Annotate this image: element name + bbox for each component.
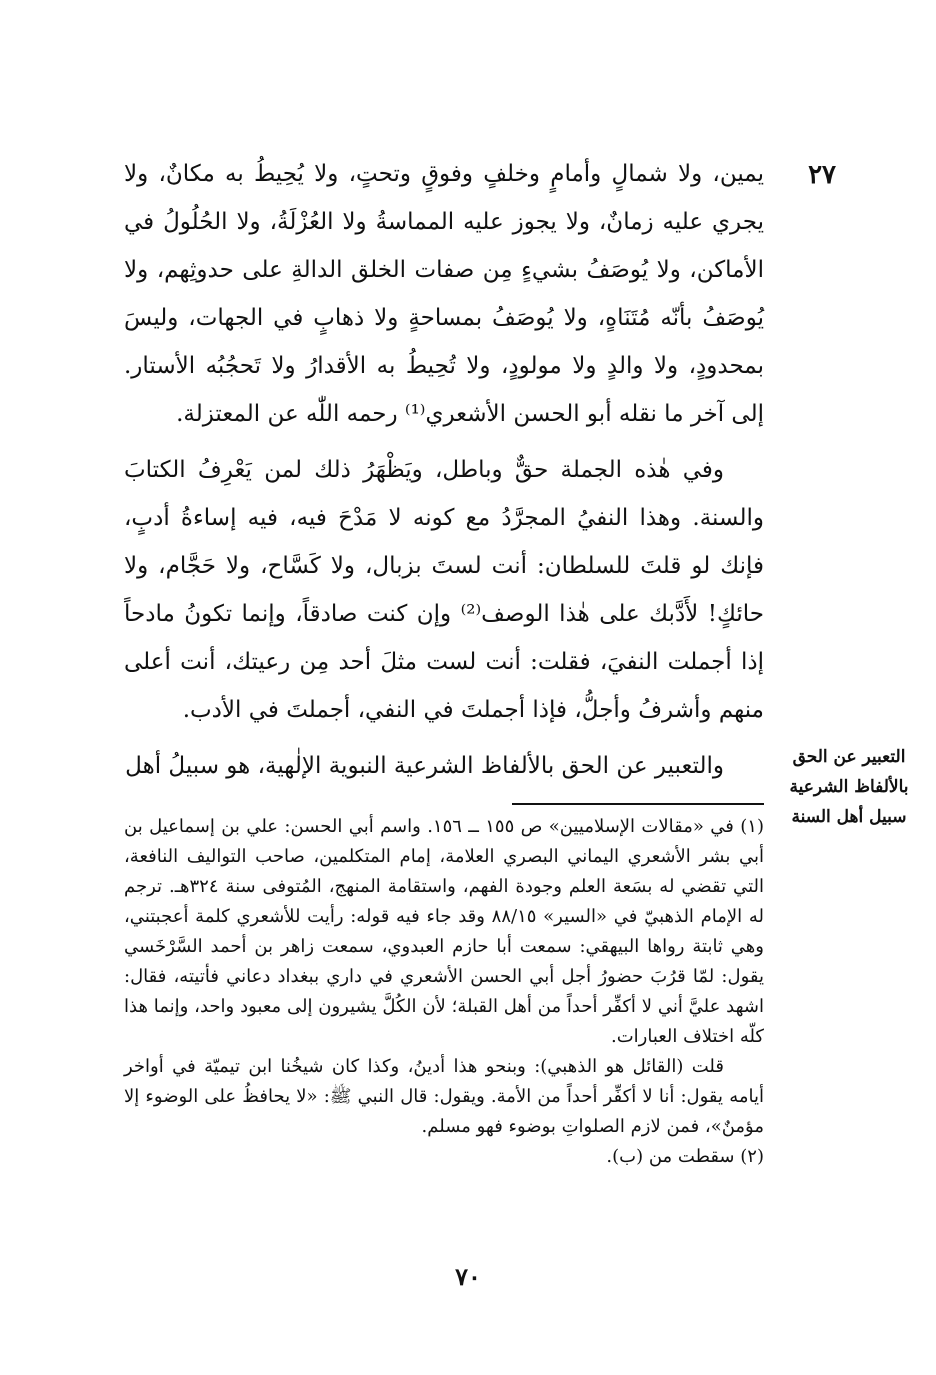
footnote-divider (512, 803, 764, 805)
paragraph-1: يمين، ولا شمالٍ وأمامٍ وخلفٍ وفوقٍ وتحتٍ، ولا يُحِيطُ به مكانٌ، ولا يجري عليه زمانٌ، ولا يجوز عليه المماسةُ ولا العُزْلَةُ، ولا الحُلُولُ في الأماكن، ولا يُوصَفُ بشيءٍ مِن صفات الخلق الدالةِ على حدوثِهم، ولا يُوصَفُ بأنّه مُتَنَاهٍ، ولا يُوصَفُ بمساحةٍ ولا ذهابٍ في الجهات، وليسَ بمحدودٍ، ولا والدٍ ولا مولودٍ، ولا تُحِيطُ به الأقدارُ ولا تَحجُبُه الأستار. إلى آخر ما نقله أبو الحسن الأشعري⁽¹⁾ رحمه اللّٰه عن المعتزلة. (124, 161, 764, 427)
paragraph-3: والتعبير عن الحق بالألفاظ الشرعية النبوية الإلٰهية، هو سبيلُ أهل (125, 753, 724, 779)
footnote-1-text: في «مقالات الإسلاميين» ص ١٥٥ ــ ١٥٦. واسم أبي الحسن: علي بن إسماعيل بن أبي بشر الأشعري اليماني البصري العلامة، إمام المتكلمين، صاحب التواليف النافعة، التي تقضي له بسَعة العلم وجودة الفهم، واستقامة المنهج، المُتوفى سنة ٣٢٤هـ. ترجم له الإمام الذهبيّ في «السير» ٨٨/١٥ وقد جاء فيه قوله: رأيت للأشعري كلمة أعجبتني، وهي ثابتة رواها البيهقي: سمعت أبا حازم العبدوي، سمعت زاهر بن أحمد السَّرْخَسي يقول: لمّا قرُبَ حضورُ أجل أبي الحسن الأشعري في داري ببغداد دعاني فأتيته، فقال: اشهد عليَّ أني لا أكفِّر أحداً من أهل القبلة؛ لأن الكُلَّ يشيرون إلى معبود واحد، وإنما هذا كلّه اختلاف العبارات. (124, 816, 764, 1047)
page-number: ٧٠ (455, 1262, 481, 1291)
footnotes (124, 812, 764, 1172)
section-number: ٢٧ (808, 160, 836, 190)
margin-note-line-3: سبيل أهل السنة (791, 807, 907, 827)
margin-note-line-2: بالألفاظ الشرعية (789, 777, 909, 797)
footnote-1 (124, 812, 764, 1052)
footnote-2-text: سقطت من (ب). (606, 1146, 735, 1167)
paragraph-2: وفي هٰذه الجملة حقٌّ وباطل، ويَظْهَرُ ذلك لمن يَعْرِفُ الكتابَ والسنة. وهذا النفيُ المجرَّدُ مع كونه لا مَدْحَ فيه، فيه إساءةُ أدبٍ، فإنك لو قلتَ للسلطان: أنت لستَ بزبال، ولا كَسَّاح، ولا حَجَّام، ولا حائكٍ! لأَدَّبك على هٰذا الوصف⁽²⁾ وإن كنت صادقاً، وإنما تكونُ مادحاً إذا أجملت النفيَ، فقلت: أنت لست مثلَ أحد مِن رعيتك، أنت أعلى منهم وأشرفُ وأجلُّ، فإذا أجملتَ في النفي، أجملتَ في الأدب. (124, 457, 764, 723)
footnote-2-marker: (٢) (740, 1146, 764, 1167)
footnote-1-marker: (١) (740, 816, 764, 837)
margin-note-line-1: التعبير عن الحق (792, 747, 906, 767)
main-text (124, 150, 764, 790)
footnote-2 (124, 1142, 764, 1172)
footnote-1-continuation: قلت (القائل هو الذهبي): وبنحو هذا أدينُ، وكذا كان شيخُنا ابن تيميّة في أواخر أيامه يقول: أنا لا أكفِّر أحداً من الأمة. ويقول: قال النبي ﷺ: «لا يحافظُ على الوضوء إلا مؤمنٌ»، فمن لازم الصلواتِ بوضوء فهو مسلم. (124, 1056, 764, 1137)
margin-note (774, 742, 924, 832)
